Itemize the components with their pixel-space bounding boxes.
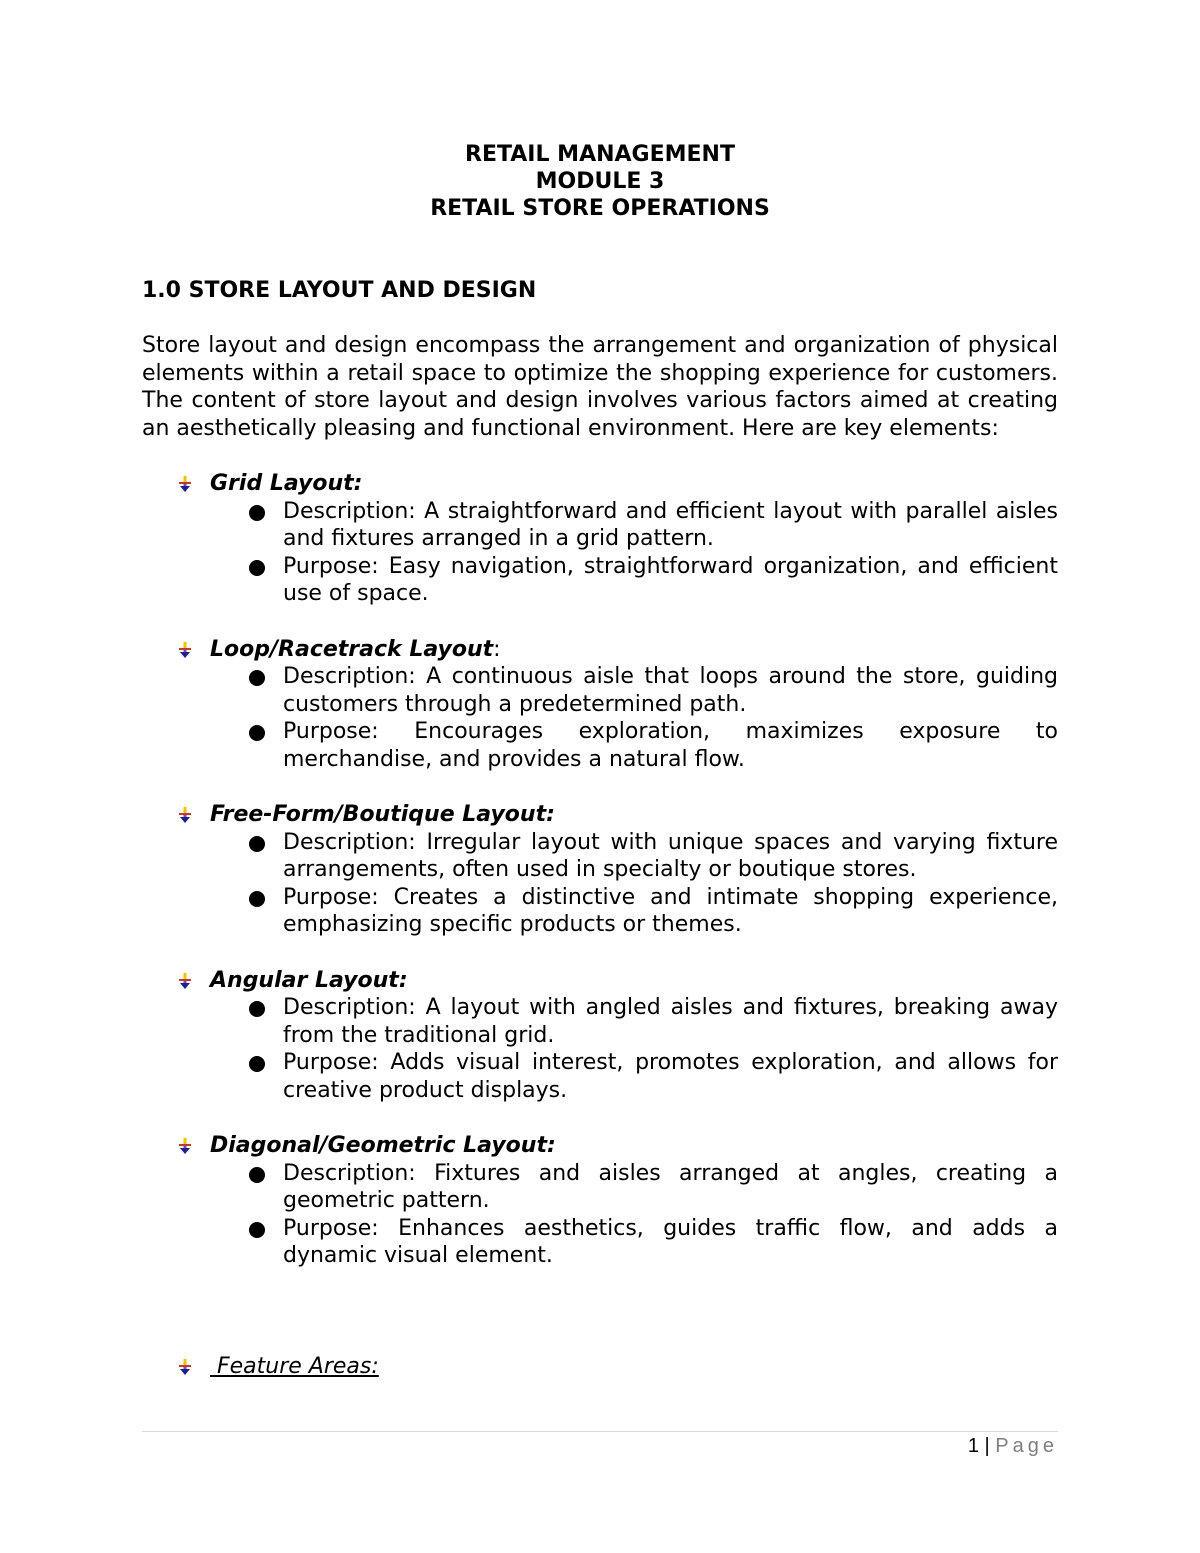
bullet-text: Description: A continuous aisle that loops around the store, guiding customers through a predetermined path. — [283, 664, 1058, 717]
section-title-suffix: : — [493, 636, 501, 662]
bullet-purpose — [142, 1049, 1058, 1104]
bullet-purpose — [142, 553, 1058, 608]
bullet-description — [142, 1160, 1058, 1215]
bullet-text: Description: A layout with angled aisles and fixtures, breaking away from the traditional grid. — [283, 995, 1058, 1048]
page-word: Page — [995, 1435, 1058, 1457]
bullet-purpose — [142, 884, 1058, 939]
feature-areas-section — [142, 1353, 1058, 1381]
bullet-description — [142, 498, 1058, 553]
bullet-text: Description: A straightforward and efficient layout with parallel aisles and fixtures arranged in a grid pattern. — [283, 498, 1058, 551]
bullet-icon — [249, 670, 265, 686]
page-number: 1 — [967, 1435, 979, 1457]
section-heading: 1.0 STORE LAYOUT AND DESIGN — [142, 278, 537, 303]
section-title-text: Grid Layout: — [210, 471, 363, 496]
bullet-text: Description: Irregular layout with unique spaces and varying fixture arrangements, often used in specialty or boutique stores. — [283, 829, 1058, 882]
bullet-icon — [249, 560, 265, 576]
section-title — [142, 636, 1058, 664]
bullet-purpose — [142, 718, 1058, 773]
title-line-2: MODULE 3 — [535, 169, 665, 194]
layout-section-loop — [142, 636, 1058, 774]
title-line-1: RETAIL MANAGEMENT — [465, 142, 735, 167]
arrow-down-icon — [178, 476, 192, 492]
section-title-text: Loop/Racetrack Layout — [210, 636, 494, 662]
bullet-icon — [249, 1056, 265, 1072]
bullet-icon — [249, 891, 265, 907]
intro-paragraph: Store layout and design encompass the arrangement and organization of physical elements within a retail space to optimize the shopping experience for customers. The content of store layout and design involves various factors aimed at creating an aesthetically pleasing and functional environment. Here are key elements: — [142, 333, 1058, 441]
section-title-text: Free-Form/Boutique Layout: — [210, 802, 555, 827]
arrow-down-icon — [178, 642, 192, 658]
bullet-icon — [249, 1001, 265, 1017]
bullet-description — [142, 829, 1058, 884]
bullet-text: Purpose: Enhances aesthetics, guides traffic flow, and adds a dynamic visual element. — [283, 1215, 1058, 1268]
bullet-description — [142, 663, 1058, 718]
page-footer — [142, 1434, 1058, 1458]
bullet-text: Purpose: Adds visual interest, promotes exploration, and allows for creative product displays. — [283, 1050, 1058, 1103]
section-title-text: Angular Layout: — [210, 967, 408, 993]
section-title-text: Feature Areas: — [210, 1353, 379, 1379]
bullet-icon — [249, 725, 265, 741]
layout-section-angular — [142, 967, 1058, 1105]
bullet-icon — [249, 836, 265, 852]
title-line-3: RETAIL STORE OPERATIONS — [430, 196, 770, 221]
bullet-text: Purpose: Encourages exploration, maximizes exposure to merchandise, and provides a natural flow. — [283, 719, 1058, 772]
bullet-text: Purpose: Easy navigation, straightforward organization, and efficient use of space. — [283, 553, 1058, 606]
bullet-icon — [249, 1167, 265, 1183]
section-title — [142, 967, 1058, 995]
arrow-down-icon — [178, 807, 192, 823]
bullet-purpose — [142, 1215, 1058, 1270]
arrow-down-icon — [178, 1359, 192, 1375]
bullet-icon — [249, 1222, 265, 1238]
arrow-down-icon — [178, 973, 192, 989]
footer-divider — [142, 1431, 1058, 1432]
layout-section-freeform — [142, 801, 1058, 939]
layout-section-diagonal — [142, 1132, 1058, 1270]
bullet-description — [142, 994, 1058, 1049]
section-title — [142, 801, 1058, 829]
title-block — [142, 141, 1058, 222]
bullet-icon — [249, 505, 265, 521]
section-title-text: Diagonal/Geometric Layout: — [210, 1133, 556, 1158]
arrow-down-icon — [178, 1138, 192, 1154]
section-title — [142, 1132, 1058, 1160]
section-title — [142, 1353, 1058, 1381]
bullet-text: Purpose: Creates a distinctive and intimate shopping experience, emphasizing specific products or themes. — [283, 884, 1058, 937]
document-page — [142, 141, 1058, 1380]
bullet-text: Description: Fixtures and aisles arranged at angles, creating a geometric pattern. — [283, 1160, 1058, 1213]
layout-section-grid — [142, 470, 1058, 608]
section-title — [142, 470, 1058, 498]
page-separator: | — [984, 1435, 990, 1457]
